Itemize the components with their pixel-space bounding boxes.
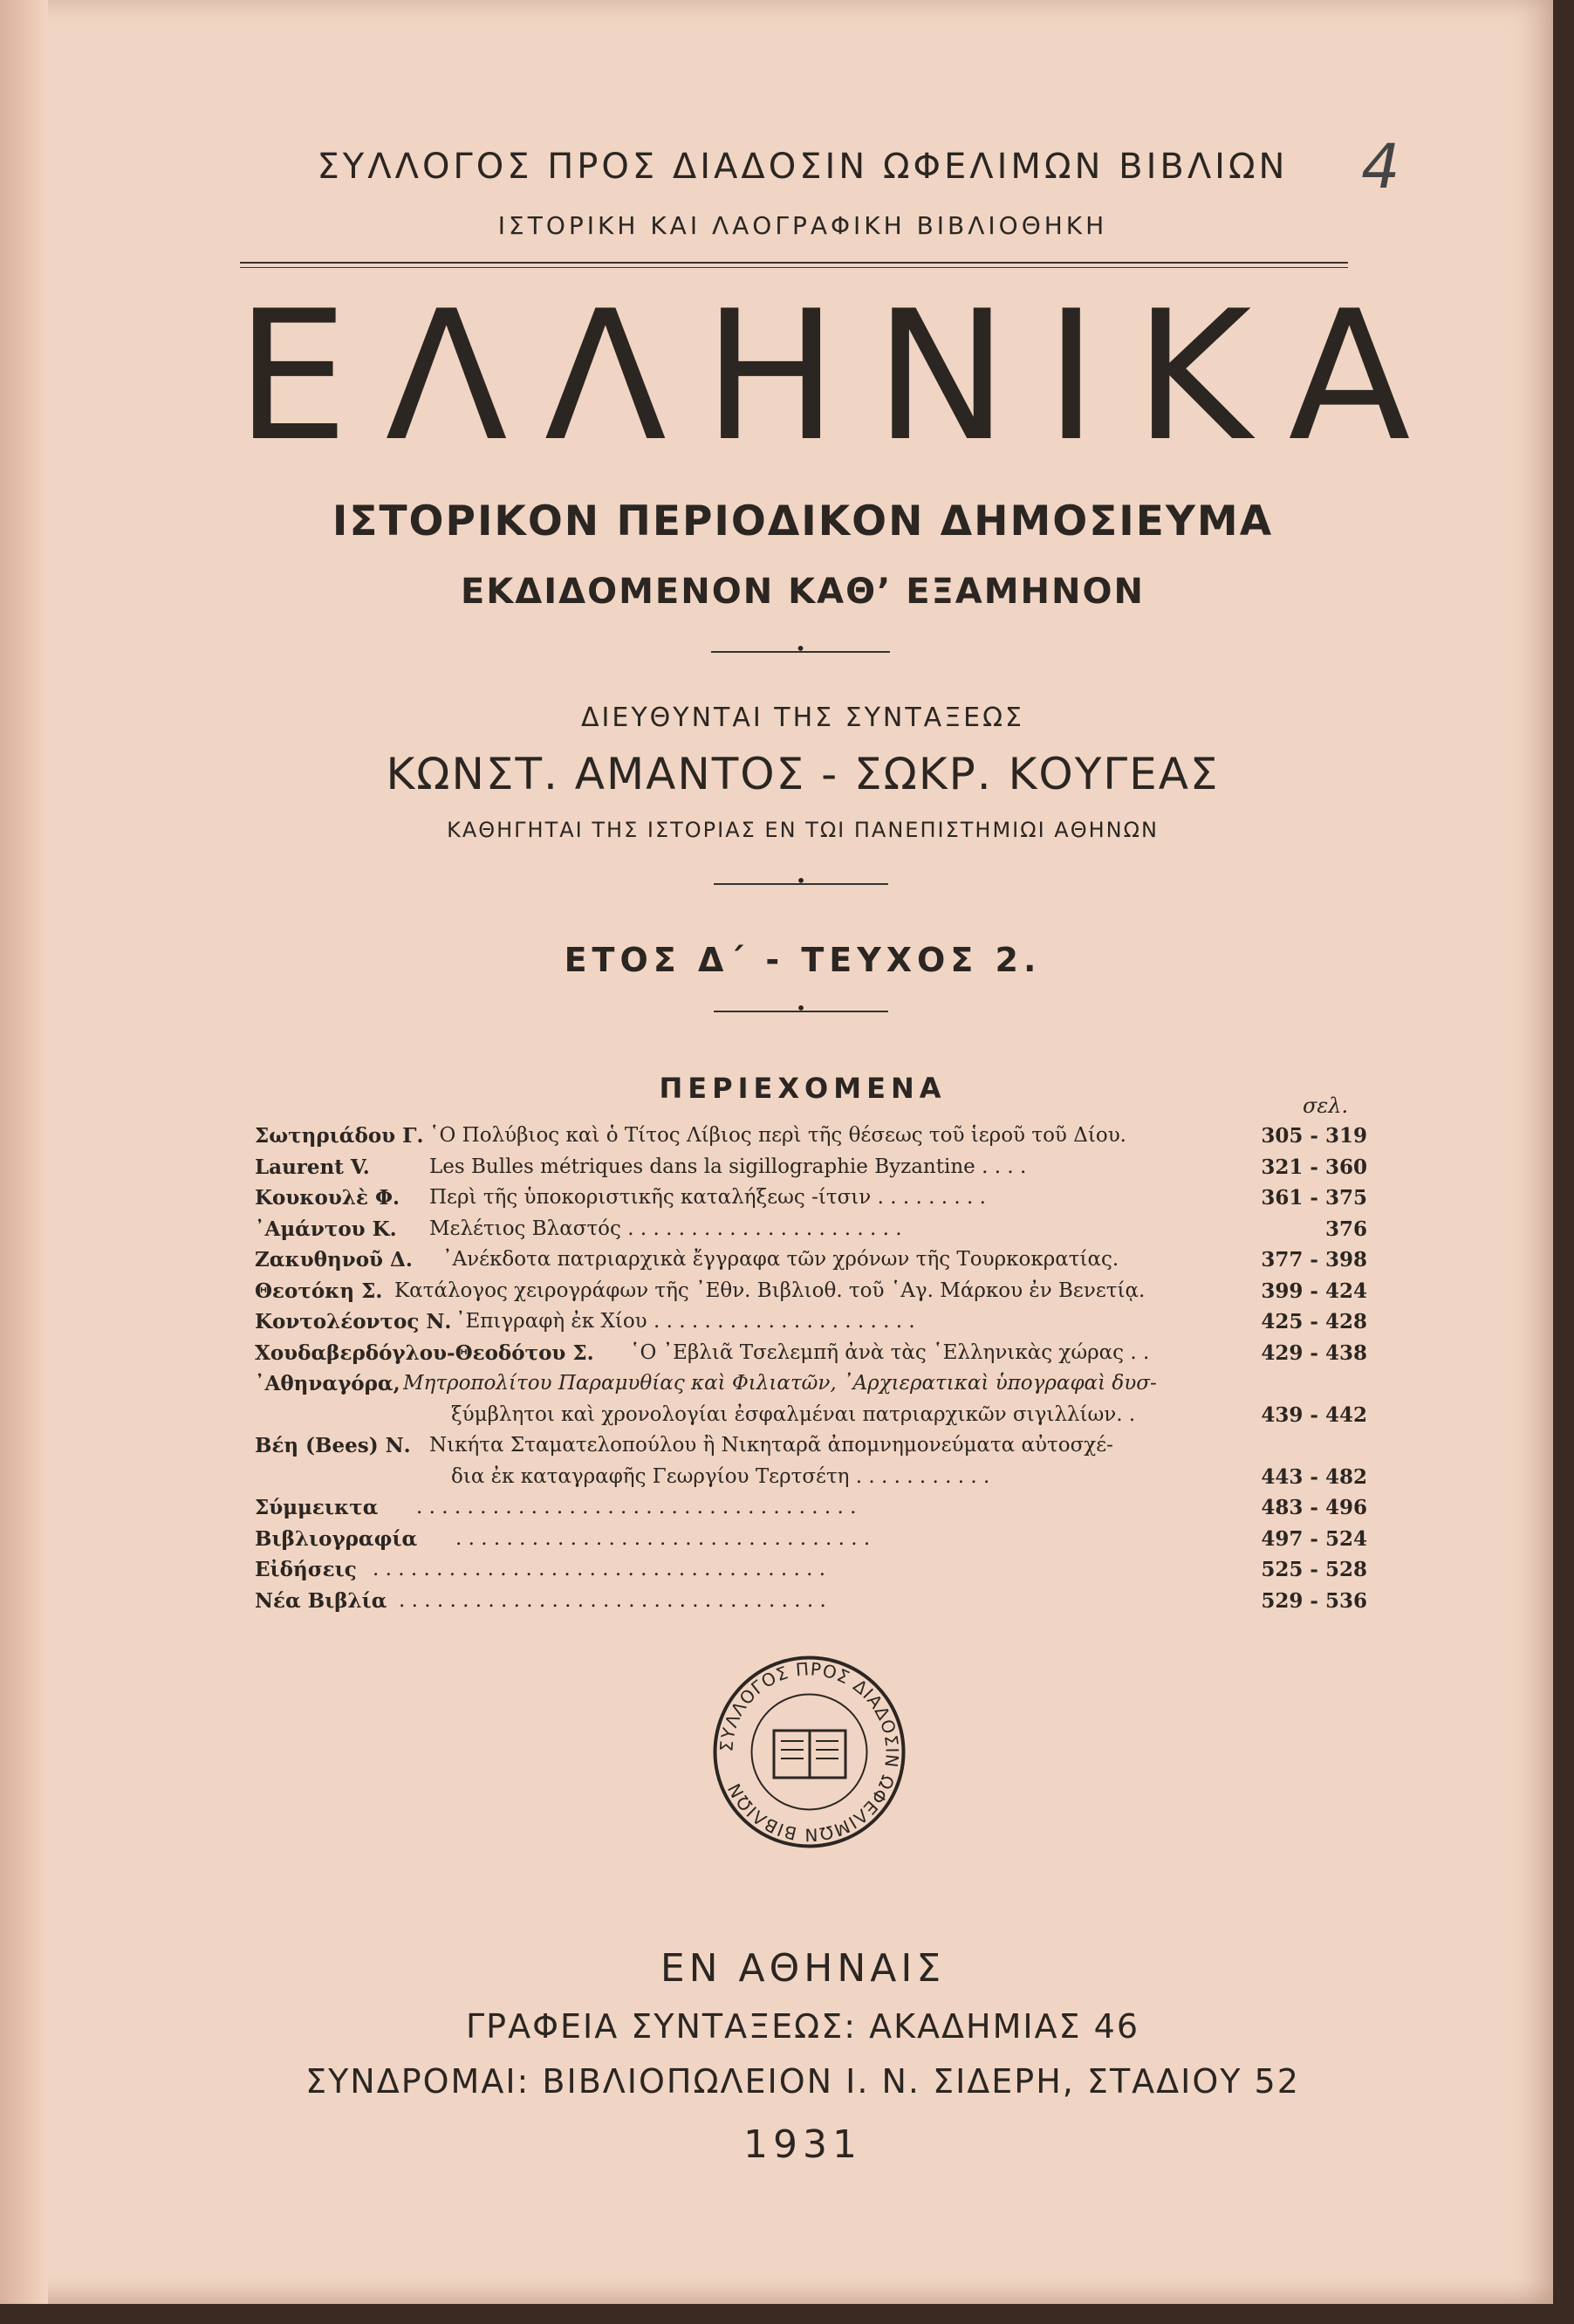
toc-entry	[255, 1558, 1367, 1589]
toc-title: ᾿Επιγραφὴ ἐκ Χίου . . . . . . . . . . . . . . . . . . . . .	[455, 1310, 915, 1333]
toc-author: Laurent V.	[255, 1155, 370, 1179]
toc-author: Βέη (Bees) Ν.	[255, 1434, 411, 1457]
society-seal	[711, 1654, 907, 1850]
binding-edge	[0, 0, 48, 2304]
ornament-divider	[714, 883, 888, 885]
toc-title: Les Bulles métriques dans la sigillographie Byzantine . . . .	[429, 1155, 1027, 1178]
toc-author: Χουδαβερδόγλου-Θεοδότου Σ.	[255, 1340, 594, 1365]
toc-pages: 377 - 398	[1261, 1248, 1367, 1272]
header-rule	[240, 262, 1348, 264]
toc-title: ῾Ο Πολύβιος καὶ ὁ Τίτος Λίβιος περὶ τῆς θέσεως τοῦ ἱεροῦ τοῦ Δίου.	[429, 1124, 1126, 1147]
subscriptions: ΣΥΝΔΡΟΜΑΙ: ΒΙΒΛΙΟΠΩΛΕΙΟΝ Ι. Ν. ΣΙΔΕΡΗ, ΣΤΑΔΙΟΥ 52	[305, 2062, 1300, 2101]
toc-pages: 425 - 428	[1261, 1310, 1367, 1333]
toc-leader: . . . . . . . . . . . . . . . . . . . . . . . . . . . . . . . . .	[455, 1526, 871, 1550]
toc-entry	[255, 1186, 1367, 1217]
place-of-publication: ΕΝ ΑΘΗΝΑΙΣ	[660, 1946, 946, 1991]
toc-author: Ζακυθηνοῦ Δ.	[255, 1248, 413, 1272]
table-of-contents	[255, 1124, 1367, 1620]
toc-title-continuation: δια ἐκ καταγραφῆς Γεωργίου Τερτσέτη . . . . . . . . . . .	[451, 1464, 990, 1488]
toc-entry	[255, 1527, 1367, 1559]
toc-entry	[255, 1279, 1367, 1311]
toc-author: Σύμμεικτα	[255, 1496, 379, 1519]
toc-entry	[255, 1372, 1367, 1403]
toc-title-continuation: ξύμβλητοι καὶ χρονολογίαι ἐσφαλμέναι πατριαρχικῶν σιγιλλίων. .	[451, 1402, 1136, 1426]
directors-label: ΔΙΕΥΘΥΝΤΑΙ ΤΗΣ ΣΥΝΤΑΞΕΩΣ	[581, 703, 1024, 733]
toc-title: Μελέτιος Βλαστός . . . . . . . . . . . . . . . . . . . . . .	[429, 1217, 902, 1240]
society-name: ΣΥΛΛΟΓΟΣ ΠΡΟΣ ΔΙΑΔΟΣΙΝ ΩΦΕΛΙΜΩΝ ΒΙΒΛΙΩΝ	[317, 147, 1289, 187]
handwritten-annotation: 4	[1361, 131, 1400, 202]
toc-title: Περὶ τῆς ὑποκοριστικῆς καταλήξεως -ίτσιν . . . . . . . . .	[429, 1186, 986, 1209]
toc-author: ᾿Αθηναγόρα,	[255, 1372, 400, 1395]
toc-entry	[255, 1217, 1367, 1249]
journal-title: ΕΛΛΗΝΙΚΑ	[236, 273, 1447, 481]
toc-pages: 305 - 319	[1261, 1124, 1367, 1148]
open-book-icon	[774, 1731, 845, 1778]
toc-entry	[255, 1124, 1367, 1155]
toc-pages: 483 - 496	[1261, 1496, 1367, 1519]
toc-entry	[255, 1341, 1367, 1373]
toc-author: Νέα Βιβλία	[255, 1588, 387, 1613]
toc-leader: . . . . . . . . . . . . . . . . . . . . . . . . . . . . . . . . . . . .	[373, 1558, 826, 1580]
toc-pages: 361 - 375	[1261, 1186, 1367, 1210]
toc-pages: 439 - 442	[1261, 1402, 1367, 1427]
toc-author: Εἰδήσεις	[255, 1558, 357, 1581]
toc-entry-continuation	[255, 1465, 1367, 1497]
toc-pages: 321 - 360	[1261, 1155, 1367, 1179]
toc-author: ᾿Αμάντου Κ.	[255, 1217, 397, 1241]
library-series: ΙΣΤΟΡΙΚΗ ΚΑΙ ΛΑΟΓΡΑΦΙΚΗ ΒΙΒΛΙΟΘΗΚΗ	[497, 211, 1108, 240]
issue-number: ΕΤΟΣ Δ΄ - ΤΕΥΧΟΣ 2.	[564, 941, 1042, 979]
toc-title: Κατάλογος χειρογράφων τῆς ᾿Εθν. Βιβλιοθ. τοῦ ῾Αγ. Μάρκου ἐν Βενετίᾳ.	[394, 1279, 1146, 1302]
toc-entry	[255, 1589, 1367, 1621]
toc-author: Θεοτόκη Σ.	[255, 1279, 383, 1303]
toc-author: Κοντολέοντος Ν.	[255, 1310, 452, 1333]
toc-leader: . . . . . . . . . . . . . . . . . . . . . . . . . . . . . . . . . . .	[416, 1496, 857, 1518]
toc-title: ᾿Ανέκδοτα πατριαρχικὰ ἔγγραφα τῶν χρόνων τῆς Τουρκοκρατίας.	[442, 1248, 1119, 1271]
toc-entry-continuation	[255, 1403, 1367, 1435]
ornament-divider	[711, 651, 890, 653]
pages-column-label: σελ.	[1303, 1093, 1349, 1118]
editorial-office: ΓΡΑΦΕΙΑ ΣΥΝΤΑΞΕΩΣ: ΑΚΑΔΗΜΙΑΣ 46	[466, 2007, 1139, 2046]
contents-heading: ΠΕΡΙΕΧΟΜΕΝΑ	[659, 1072, 947, 1105]
toc-title: Μητροπολίτου Παραμυθίας καὶ Φιλιατῶν, ᾿Αρχιερατικαὶ ὑπογραφαὶ δυσ-	[403, 1372, 1157, 1395]
toc-pages: 497 - 524	[1261, 1526, 1367, 1551]
seal-text: ΣΥΛΛΟΓΟΣ ΠΡΟΣ ΔΙΑΔΟΣΙΝ ΩΦΕΛΙΜΩΝ ΒΙΒΛΙΩΝ	[715, 1658, 903, 1846]
toc-pages: 429 - 438	[1261, 1340, 1367, 1365]
toc-title: Νικήτα Σταματελοπούλου ἢ Νικηταρᾶ ἀπομνημονεύματα αὐτοσχέ-	[429, 1434, 1113, 1457]
toc-pages: 443 - 482	[1261, 1464, 1367, 1489]
toc-author: Κουκουλὲ Φ.	[255, 1186, 400, 1210]
editors-affiliation: ΚΑΘΗΓΗΤΑΙ ΤΗΣ ΙΣΤΟΡΙΑΣ ΕΝ ΤΩΙ ΠΑΝΕΠΙΣΤΗΜΙΩΙ ΑΘΗΝΩΝ	[447, 818, 1159, 842]
publication-frequency: ΕΚΔΙΔΟΜΕΝΟΝ ΚΑΘ’ ΕΞΑΜΗΝΟΝ	[460, 572, 1145, 612]
toc-entry	[255, 1434, 1367, 1465]
editors-names: ΚΩΝΣΤ. ΑΜΑΝΤΟΣ - ΣΩΚΡ. ΚΟΥΓΕΑΣ	[386, 749, 1220, 799]
toc-pages: 525 - 528	[1261, 1558, 1367, 1581]
publication-year: 1931	[743, 2122, 862, 2167]
toc-author: Σωτηριάδου Γ.	[255, 1124, 424, 1148]
toc-entry	[255, 1310, 1367, 1341]
toc-entry	[255, 1496, 1367, 1527]
toc-pages: 376	[1324, 1217, 1367, 1241]
ornament-divider	[714, 1011, 888, 1012]
toc-title: ῾Ο ᾿Εβλιᾶ Τσελεμπῆ ἀνὰ τὰς ῾Ελληνικὰς χώρας . .	[630, 1340, 1150, 1364]
toc-entry	[255, 1248, 1367, 1279]
header-rule-thin	[240, 267, 1348, 268]
toc-pages: 529 - 536	[1261, 1588, 1367, 1613]
toc-author: Βιβλιογραφία	[255, 1526, 418, 1551]
toc-entry	[255, 1155, 1367, 1187]
toc-leader: . . . . . . . . . . . . . . . . . . . . . . . . . . . . . . . . . .	[399, 1588, 826, 1612]
journal-subtitle: ΙΣΤΟΡΙΚΟΝ ΠΕΡΙΟΔΙΚΟΝ ΔΗΜΟΣΙΕΥΜΑ	[332, 497, 1274, 545]
toc-pages: 399 - 424	[1261, 1279, 1367, 1303]
